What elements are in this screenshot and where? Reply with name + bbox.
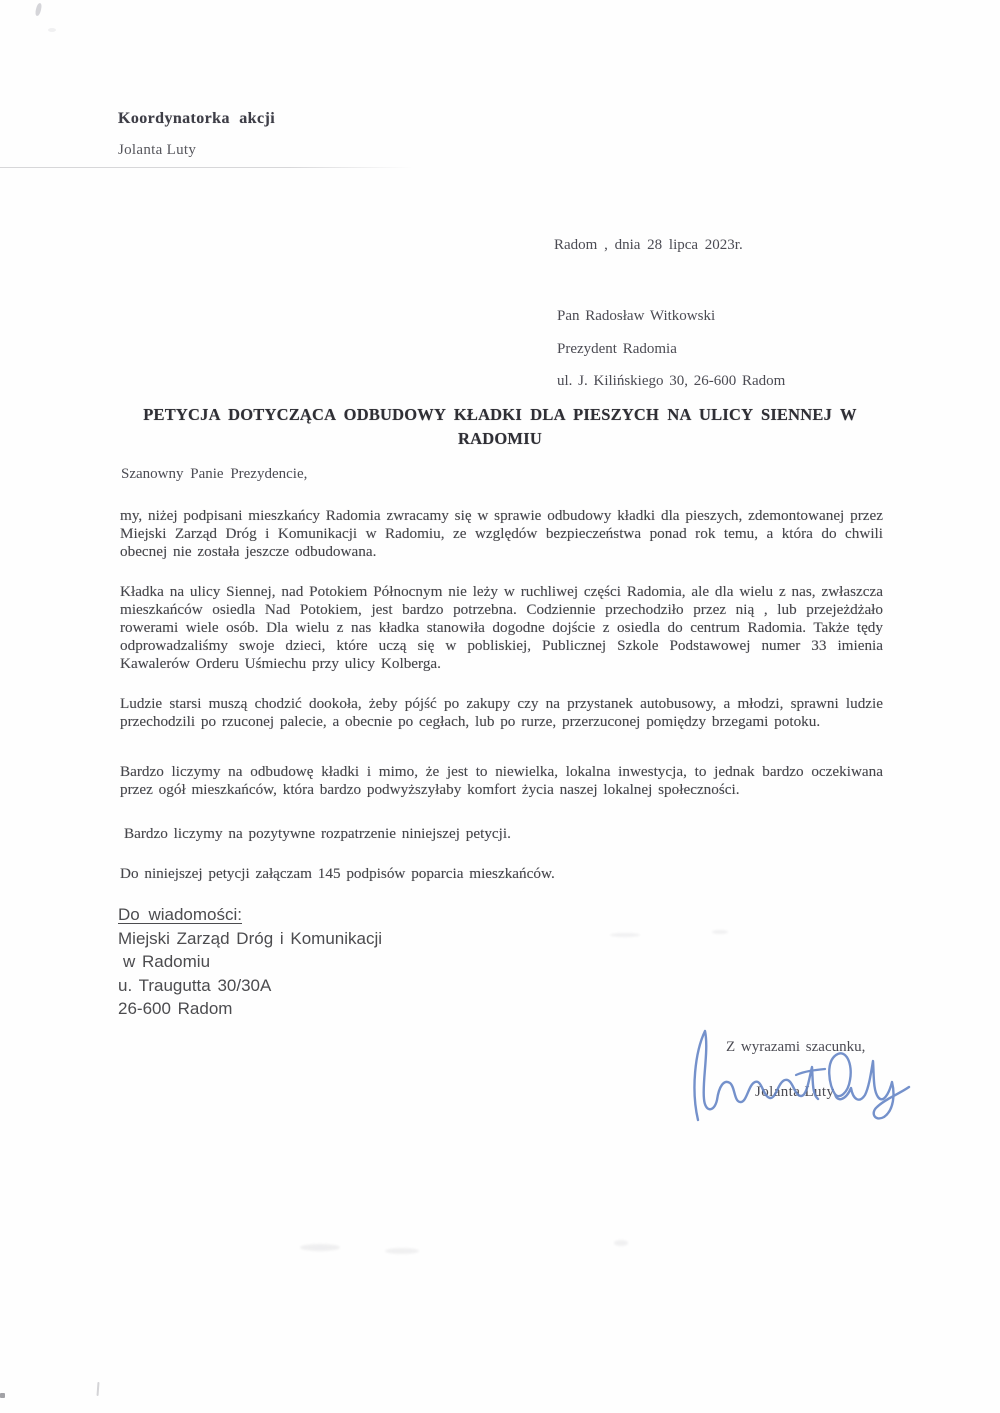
dateline: Radom , dnia 28 lipca 2023r. xyxy=(554,237,743,253)
handwritten-signature xyxy=(678,1024,918,1128)
paragraph-bridge-description: Kładka na ulicy Siennej, nad Potokiem Północnym nie leży w ruchliwej części Radomia, ale dla wielu z nas, zwłaszcza mieszkańców osiedla Nad Potokiem, jest bardzo potrzebna. Codziennie przechodziło przez nią , lub przejeżdżało rowerami wiele osób. Dla wielu z nas kładka stanowiła dogodne dojście z osiedla do centrum Radomia. Także tędy odprowadzaliśmy swoje dzieci, które uczą się w pobliskiej, Publicznej Szkole Podstawowej numer 33 imienia Kawalerów Orderu Uśmiechu przy ulicy Kolberga. xyxy=(120,583,883,672)
recipient-name: Pan Radosław Witkowski xyxy=(557,308,716,324)
paragraph-appeal: Bardzo liczymy na pozytywne rozpatrzenie niniejszej petycji. xyxy=(124,825,511,842)
paragraph-intro: my, niżej podpisani mieszkańcy Radomia zwracamy się w sprawie odbudowy kładki dla pieszych, zdemontowanej przez Miejski Zarząd Dróg i Komunikacji w Radomiu, ze względów bezpieczeństwa ponad rok temu, a która do chwili obecnej nie została jeszcze odbudowana. xyxy=(120,507,883,560)
paragraph-residents-hardship: Ludzie starsi muszą chodzić dookoła, żeby pójść po zakupy czy na przystanek autobusowy, a młodzi, sprawni ludzie przechodzili po rzuconej palecie, a obecnie po cegłach, lub po rurze, przerzuconej pomiędzy brzegami potoku. xyxy=(120,695,883,730)
recipient-address: ul. J. Kilińskiego 30, 26-600 Radom xyxy=(557,373,786,389)
paragraph-attachment-note: Do niniejszej petycji załączam 145 podpisów poparcia mieszkańców. xyxy=(120,865,555,882)
paragraph-request: Bardzo liczymy na odbudowę kładki i mimo, że jest to niewielka, lokalna inwestycja, to jednak bardzo oczekiwana przez ogół mieszkańców, która bardzo podwyższyłaby komfort życia naszej lokalnej społeczności. xyxy=(120,763,883,798)
recipient-block xyxy=(557,300,785,398)
signer-printed-name: Jolanta Luty xyxy=(755,1084,835,1100)
valediction: Z wyrazami szacunku, xyxy=(726,1039,866,1055)
sender-role: Koordynatorka akcji xyxy=(118,110,276,127)
scan-artifact xyxy=(610,933,640,937)
sender-name: Jolanta Luty xyxy=(118,142,197,158)
scan-artifact xyxy=(712,930,728,934)
cc-line: u. Traugutta 30/30A xyxy=(118,975,272,995)
cc-line: Miejski Zarząd Dróg i Komunikacji xyxy=(118,928,383,948)
cc-line: w Radomiu xyxy=(123,952,211,971)
scan-artifact xyxy=(48,28,56,32)
signature-stroke-luty xyxy=(829,1053,909,1118)
petition-title-line-1: PETYCJA DOTYCZĄCA ODBUDOWY KŁADKI DLA PIESZYCH NA ULICY SIENNEJ W xyxy=(143,405,857,424)
header-divider-line xyxy=(0,167,413,168)
petition-title xyxy=(100,403,900,451)
scan-artifact xyxy=(300,1244,340,1251)
petition-title-line-2: RADOMIU xyxy=(458,429,542,448)
cc-line: 26-600 Radom xyxy=(118,999,233,1018)
cc-heading: Do wiadomości: xyxy=(118,905,242,924)
recipient-title: Prezydent Radomia xyxy=(557,340,677,357)
scan-artifact xyxy=(385,1248,419,1254)
scan-artifact xyxy=(97,1382,100,1396)
signature-stroke-jolanta xyxy=(694,1031,818,1120)
cc-block xyxy=(118,903,382,1021)
scan-artifact xyxy=(35,3,43,17)
scan-artifact xyxy=(614,1240,628,1246)
salutation: Szanowny Panie Prezydencie, xyxy=(121,466,308,482)
scan-artifact xyxy=(0,1393,5,1398)
